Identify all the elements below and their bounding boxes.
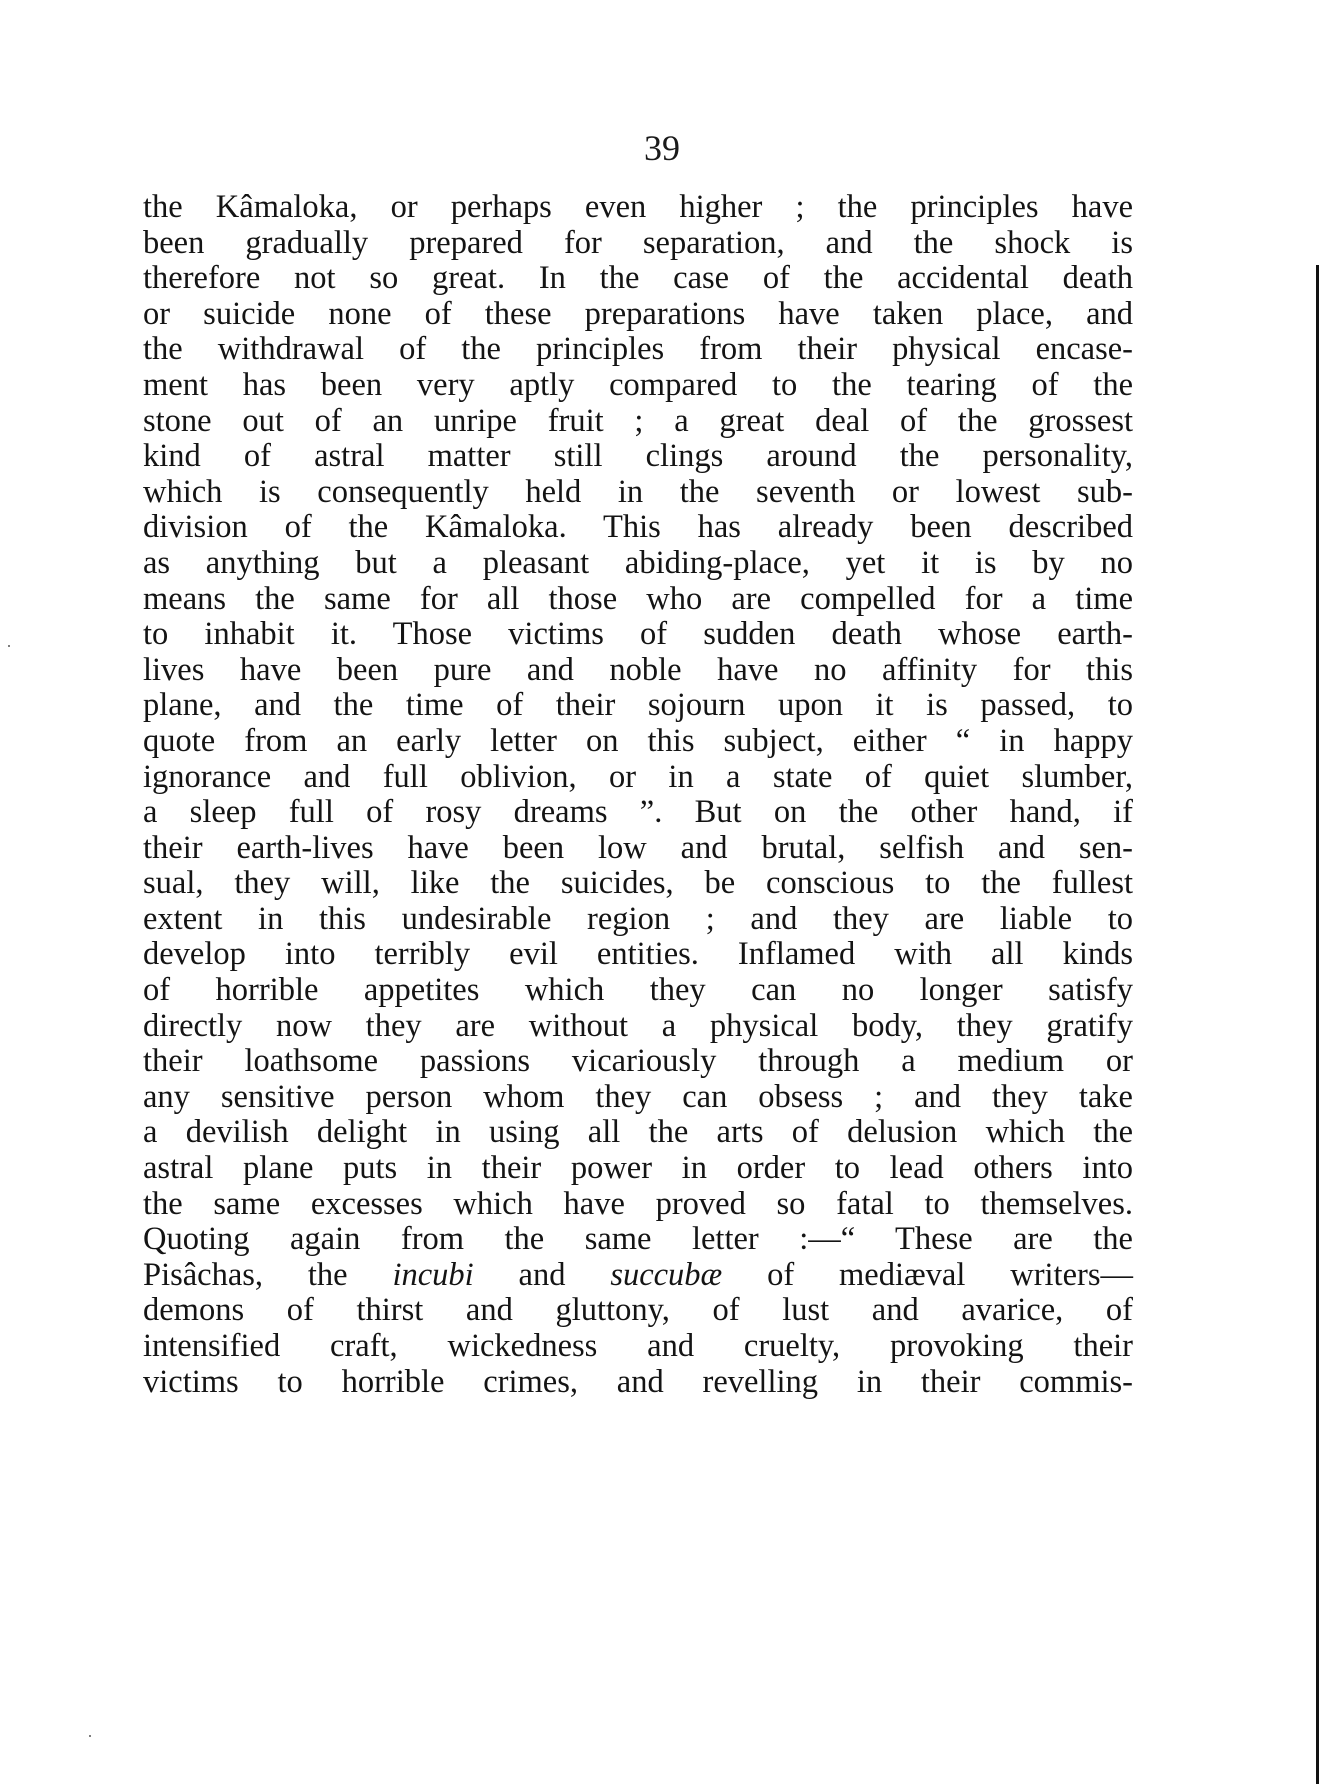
page-number: 39 — [644, 128, 680, 168]
text-line: as anything but a pleasant abiding-place, yet it is by no — [143, 544, 1133, 581]
text-line: a devilish delight in using all the arts of delusion which the — [143, 1114, 1133, 1151]
text-line: plane, and the time of their sojourn upon it is passed, to — [143, 687, 1133, 724]
text-line: extent in this undesirable region ; and they are liable to — [143, 900, 1133, 937]
text-line: means the same for all those who are compelled for a time — [143, 580, 1133, 617]
text-line: the withdrawal of the principles from their physical encase- — [143, 331, 1133, 368]
text-line: Quoting again from the same letter :—“ These are the — [143, 1221, 1133, 1258]
text-line: sual, they will, like the suicides, be conscious to the fullest — [143, 865, 1133, 902]
text-line: of horrible appetites which they can no longer satisfy — [143, 972, 1133, 1009]
text-line: intensified craft, wickedness and cruelty, provoking their — [143, 1328, 1133, 1364]
text-line: ignorance and full oblivion, or in a state of quiet slumber, — [143, 758, 1133, 795]
body-text — [143, 190, 1133, 1400]
scan-speck — [8, 645, 10, 647]
text-line: quote from an early letter on this subject, either “ in happy — [143, 722, 1133, 759]
text-line: develop into terribly evil entities. Inflamed with all kinds — [143, 936, 1133, 973]
text-line: astral plane puts in their power in order to lead others into — [143, 1150, 1133, 1187]
italic-term: succubæ — [610, 1256, 723, 1293]
text-line: ment has been very aptly compared to the tearing of the — [143, 366, 1133, 403]
text-line: Pisâchas, the incubi and succubæ of mediæval writers— — [143, 1256, 1133, 1293]
text-line: or suicide none of these preparations have taken place, and — [143, 295, 1133, 332]
text-line: the same excesses which have proved so fatal to themselves. — [143, 1185, 1133, 1222]
text-line: been gradually prepared for separation, and the shock is — [143, 224, 1133, 261]
page-edge-shadow — [1316, 265, 1319, 1784]
text-line: to inhabit it. Those victims of sudden death whose earth- — [143, 616, 1133, 653]
text-line: which is consequently held in the seventh or lowest sub- — [143, 473, 1133, 510]
text-line: directly now they are without a physical body, they gratify — [143, 1007, 1133, 1044]
text-line: any sensitive person whom they can obsess ; and they take — [143, 1078, 1133, 1115]
italic-term: incubi — [392, 1256, 474, 1293]
scan-speck — [89, 1735, 91, 1737]
text-line: stone out of an unripe fruit ; a great deal of the grossest — [143, 402, 1133, 439]
text-line: their earth-lives have been low and brutal, selfish and sen- — [143, 829, 1133, 866]
text-line: kind of astral matter still clings around the personality, — [143, 438, 1133, 475]
text-line: the Kâmaloka, or perhaps even higher ; the principles have — [143, 189, 1133, 225]
text-line: demons of thirst and gluttony, of lust and avarice, of — [143, 1292, 1133, 1329]
text-line: therefore not so great. In the case of the accidental death — [143, 260, 1133, 297]
text-line: victims to horrible crimes, and revelling in their commis- — [143, 1363, 1133, 1400]
text-line: their loathsome passions vicariously through a medium or — [143, 1043, 1133, 1080]
text-line: a sleep full of rosy dreams ”. But on the other hand, if — [143, 794, 1133, 831]
text-line: lives have been pure and noble have no affinity for this — [143, 651, 1133, 688]
text-line: division of the Kâmaloka. This has already been described — [143, 509, 1133, 546]
